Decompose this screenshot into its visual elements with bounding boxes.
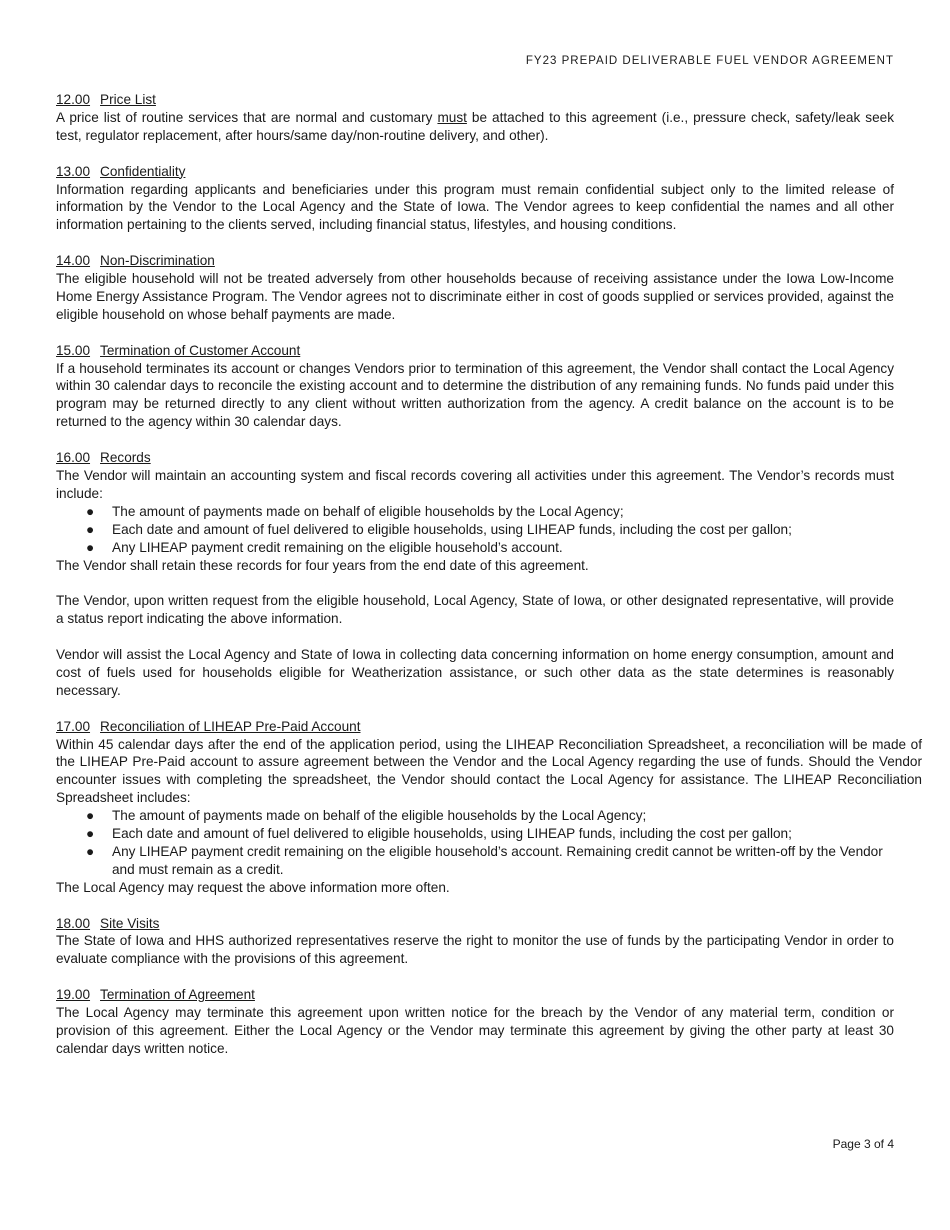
bullet-icon: ●: [86, 503, 95, 519]
section-site-visits: [56, 915, 894, 969]
list-item: [56, 843, 894, 879]
section-title: Records: [100, 450, 151, 466]
document-body: [56, 91, 922, 1076]
bullet-icon: ●: [86, 826, 95, 842]
section-confidentiality: [56, 163, 894, 235]
records-bullet-list: [56, 503, 894, 557]
section-heading: [56, 91, 894, 109]
section-heading: [56, 252, 894, 270]
section-number: 16.00: [56, 450, 91, 466]
bullet-icon: ●: [86, 808, 95, 824]
section-title: Non-Discrimination: [100, 253, 215, 269]
section-title: Reconciliation of LIHEAP Pre-Paid Account: [100, 718, 361, 734]
list-item: [56, 539, 894, 557]
list-item-text: The amount of payments made on behalf of eligible households by the Local Agency;: [112, 503, 624, 519]
paragraph-text: A price list of routine services that are normal and customary: [56, 109, 438, 125]
section-number: 13.00: [56, 163, 91, 179]
section-heading: [56, 342, 894, 360]
list-item-text: Each date and amount of fuel delivered to eligible households, using LIHEAP funds, including the cost per gallon;: [112, 521, 792, 537]
section-title: Price List: [100, 92, 156, 107]
section-paragraph: The Vendor, upon written request from the eligible household, Local Agency, State of Iowa, or other designated representative, will provide a status report indicating the above information.: [56, 593, 894, 627]
paragraph-text: be attached to this agreement (i.e., pressure check, safety/leak seek test, regulator replacement, after hours/same day/non-routine delivery, and other).: [56, 109, 894, 143]
section-number: 12.00: [56, 92, 91, 107]
section-paragraph: The eligible household will not be treated adversely from other households because of receiving assistance under the Iowa Low-Income Home Energy Assistance Program. The Vendor agrees not to discriminate either in cost of goods supplied or services provided, against the eligible household on whose behalf payments are made.: [56, 271, 894, 322]
section-paragraph: [56, 109, 894, 145]
section-number: 14.00: [56, 253, 91, 269]
section-heading: [56, 449, 894, 467]
section-paragraph: If a household terminates its account or changes Vendors prior to termination of this agreement, the Vendor shall contact the Local Agency within 30 calendar days to reconcile the existing account and to determine the distribution of any remaining funds. No funds paid under this program may be returned directly to any client without written authorization from the agency. A credit balance on the account is to be returned to the agency within 30 calendar days.: [56, 360, 894, 430]
list-item: [56, 521, 894, 539]
list-item: [56, 807, 894, 825]
section-paragraph: The Vendor shall retain these records for four years from the end date of this agreement.: [56, 557, 589, 573]
section-title: Termination of Agreement: [100, 987, 255, 1003]
section-heading: [56, 163, 894, 181]
section-number: 19.00: [56, 987, 91, 1003]
list-item: [56, 825, 894, 843]
reconciliation-bullet-list: [56, 807, 894, 879]
section-non-discrimination: [56, 252, 894, 324]
emphasis-text: must: [437, 109, 467, 125]
section-heading: [56, 986, 894, 1004]
section-number: 15.00: [56, 342, 91, 358]
list-item-text: The amount of payments made on behalf of the eligible households by the Local Agency;: [112, 808, 647, 824]
section-title: Site Visits: [100, 915, 160, 931]
bullet-icon: ●: [86, 521, 95, 537]
list-item-text: Any LIHEAP payment credit remaining on the eligible household’s account.: [112, 539, 563, 555]
section-records: [56, 449, 894, 700]
section-heading: [56, 718, 894, 736]
section-paragraph: The Local Agency may terminate this agreement upon written notice for the breach by the Vendor of any material term, condition or provision of this agreement. Either the Local Agency or the Vendor may terminate this agreement by giving the other party at least 30 calendar days written notice.: [56, 1005, 894, 1056]
section-number: 17.00: [56, 718, 91, 734]
page-header: FY23 PREPAID DELIVERABLE FUEL VENDOR AGREEMENT: [525, 55, 894, 67]
bullet-icon: ●: [86, 843, 95, 859]
section-heading: [56, 915, 894, 933]
list-item: [56, 503, 894, 521]
section-paragraph: Information regarding applicants and beneficiaries under this program must remain confidential subject only to the limited release of information by the Vendor to the Local Agency and the State of Iowa. The Vendor agrees to keep confidential the names and all other information pertaining to the clients served, including financial status, lifestyles, and housing conditions.: [56, 181, 894, 233]
section-paragraph: Vendor will assist the Local Agency and State of Iowa in collecting data concerning information on home energy consumption, amount and cost of fuels used for households eligible for Weatherization assistance, or such other data as the state determines is reasonably necessary.: [56, 647, 894, 698]
list-item-text: Any LIHEAP payment credit remaining on the eligible household’s account. Remaining credit cannot be written-off by the Vendor and must remain as a credit.: [112, 843, 883, 877]
section-number: 18.00: [56, 915, 91, 931]
section-paragraph: The Local Agency may request the above information more often.: [56, 879, 450, 895]
section-reconciliation: [56, 718, 922, 897]
page-number: Page 3 of 4: [832, 1137, 894, 1151]
section-paragraph: The State of Iowa and HHS authorized representatives reserve the right to monitor the use of funds by the participating Vendor in order to evaluate compliance with the provisions of this agreement.: [56, 933, 894, 967]
list-item-text: Each date and amount of fuel delivered to eligible households, using LIHEAP funds, including the cost per gallon;: [112, 826, 792, 842]
section-title: Termination of Customer Account: [100, 342, 301, 358]
section-termination-of-agreement: [56, 986, 894, 1058]
section-paragraph: Within 45 calendar days after the end of the application period, using the LIHEAP Reconciliation Spreadsheet, a reconciliation will be made of the LIHEAP Pre-Paid account to assure agreement between the Vendor and the Local Agency regarding the use of funds. Should the Vendor encounter issues with completing the spreadsheet, the Vendor should contact the Local Agency for assistance. The LIHEAP Reconciliation Spreadsheet includes:: [56, 736, 922, 806]
section-paragraph: The Vendor will maintain an accounting system and fiscal records covering all activities under this agreement. The Vendor’s records must include:: [56, 467, 894, 501]
section-termination-of-customer-account: [56, 342, 894, 432]
section-price-list: [56, 91, 894, 145]
section-title: Confidentiality: [100, 163, 186, 179]
bullet-icon: ●: [86, 539, 95, 555]
